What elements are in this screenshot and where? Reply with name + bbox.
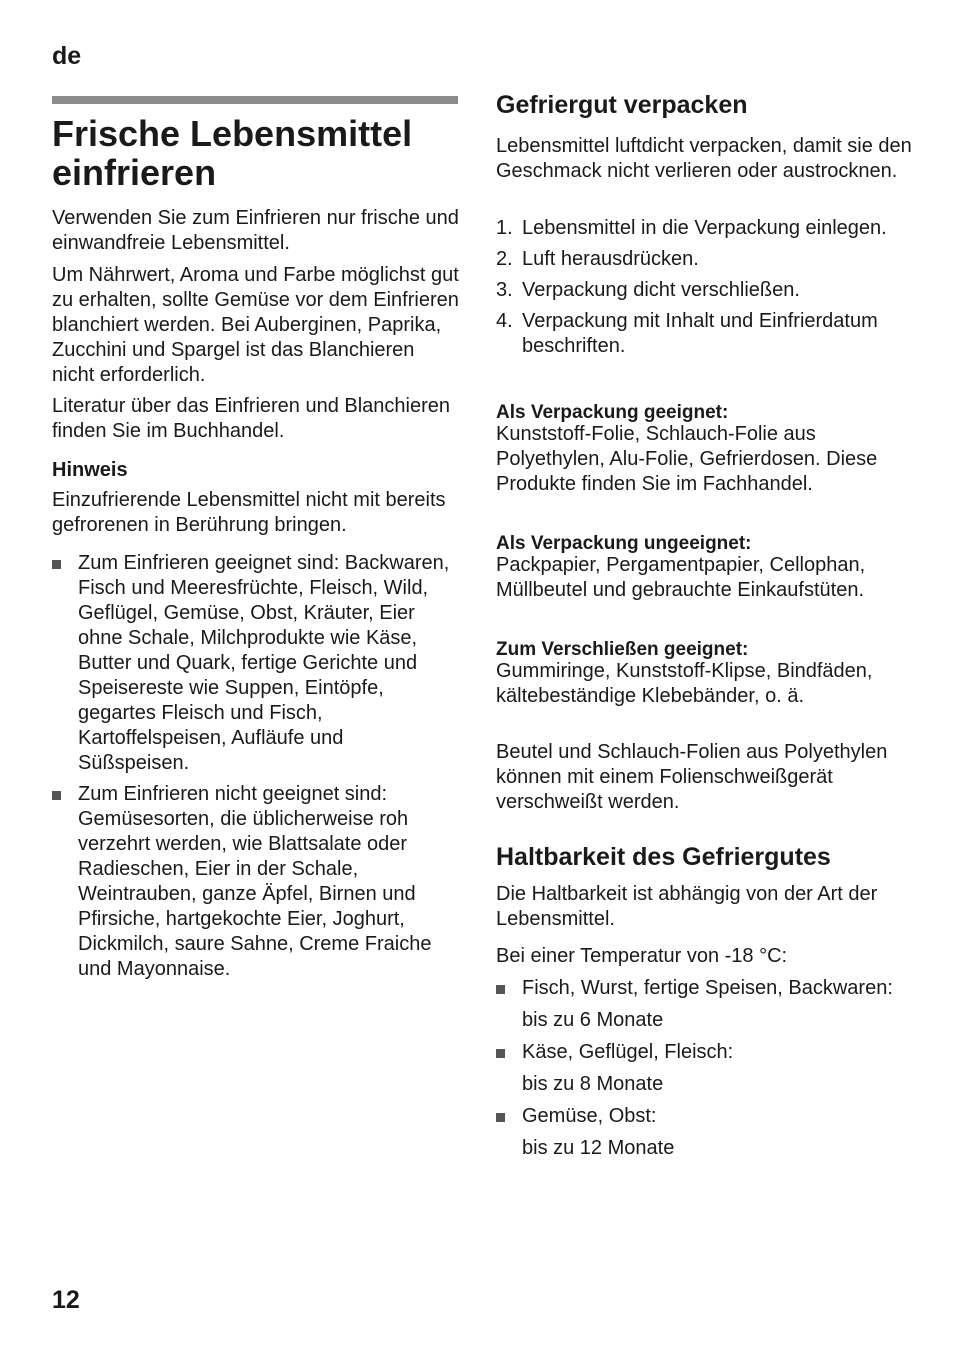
- blanch-paragraph: Um Nährwert, Aroma und Farbe möglichst gut zu erhalten, sollte Gemüse vor dem Einfrieren blanchiert werden. Bei Auberginen, Paprika, Zucchini und Spargel ist das Blanchieren nicht erforderlich.: [52, 264, 459, 386]
- suitable-packaging: [496, 403, 916, 497]
- note-heading: Hinweis: [52, 459, 128, 481]
- step-number: 4.: [496, 310, 513, 332]
- duration-row: [496, 1136, 916, 1161]
- food-category: Gemüse, Obst:: [522, 1105, 657, 1127]
- unsuitable-text: Packpapier, Pergamentpapier, Cellophan, Müllbeutel und gebrauchte Einkaufstüten.: [496, 554, 866, 601]
- step-text: Lebensmittel in die Verpackung einlegen.: [522, 217, 887, 239]
- step-text: Verpackung mit Inhalt und Einfrierdatum beschriften.: [522, 310, 878, 357]
- list-item: [496, 1040, 916, 1065]
- duration-text: bis zu 8 Monate: [522, 1073, 664, 1095]
- page-title: Frische Lebensmittel einfrieren: [52, 113, 413, 193]
- freezing-list: [52, 551, 460, 982]
- closing-label: Zum Verschließen geeignet:: [496, 639, 749, 660]
- list-item-text: Zum Einfrieren nicht geeignet sind: Gemüsesorten, die üblicherweise roh verzehrt werden, wie Blattsalate oder Radieschen, Eier in der Schale, Weintrauben, ganze Äpfel, Birnen und Pfirsiche, hartgekochte Eier, Joghurt, Dickmilch, saure Sahne, Creme Fraiche und Mayonnaise.: [78, 783, 432, 980]
- duration-text: bis zu 12 Monate: [522, 1137, 675, 1159]
- list-item: [496, 1104, 916, 1129]
- section-heading-packaging: Gefriergut verpacken: [496, 91, 748, 119]
- list-item: [52, 551, 460, 776]
- intro-paragraph: Verwenden Sie zum Einfrieren nur frische und einwandfreie Lebensmittel.: [52, 207, 459, 254]
- list-item: [52, 782, 460, 982]
- duration-row: [496, 1072, 916, 1097]
- step-number: 3.: [496, 279, 513, 301]
- food-category: Fisch, Wurst, fertige Speisen, Backwaren:: [522, 977, 893, 999]
- unsuitable-label: Als Verpackung ungeeignet:: [496, 533, 752, 554]
- food-category: Käse, Geflügel, Fleisch:: [522, 1041, 734, 1063]
- step-item: [496, 216, 916, 241]
- step-item: [496, 309, 916, 359]
- duration-text: bis zu 6 Monate: [522, 1009, 664, 1031]
- step-number: 1.: [496, 217, 513, 239]
- weld-paragraph: Beutel und Schlauch-Folien aus Polyethylen können mit einem Folienschweißgerät verschweißt werden.: [496, 741, 888, 813]
- shelf-life-intro: Die Haltbarkeit ist abhängig von der Art der Lebensmittel.: [496, 883, 878, 930]
- step-number: 2.: [496, 248, 513, 270]
- bullet-square-icon: [52, 560, 61, 569]
- title-rule: [52, 96, 458, 104]
- section-heading-shelf-life: Haltbarkeit des Gefriergutes: [496, 843, 831, 871]
- bullet-square-icon: [496, 1049, 505, 1058]
- suitable-text: Kunststoff-Folie, Schlauch-Folie aus Polyethylen, Alu-Folie, Gefrierdosen. Diese Produkte finden Sie im Fachhandel.: [496, 423, 878, 495]
- note-text: Einzufrierende Lebensmittel nicht mit bereits gefrorenen in Berührung bringen.: [52, 489, 446, 536]
- step-text: Verpackung dicht verschließen.: [522, 279, 800, 301]
- duration-row: [496, 1008, 916, 1033]
- bullet-square-icon: [496, 1113, 505, 1122]
- closing-material: [496, 640, 916, 709]
- suitable-label: Als Verpackung geeignet:: [496, 402, 729, 423]
- list-item-text: Zum Einfrieren geeignet sind: Backwaren, Fisch und Meeresfrüchte, Fleisch, Wild, Geflügel, Gemüse, Obst, Kräuter, Eier ohne Schale, Milchprodukte wie Käse, Butter und Quark, fertige Gerichte und Speisereste wie Suppen, Eintöpfe, gegartes Fleisch und Fisch, Kartoffelspeisen, Aufläufe und Süßspeisen.: [78, 552, 450, 774]
- step-item: [496, 247, 916, 272]
- language-code: de: [52, 42, 82, 70]
- page-number: 12: [52, 1286, 80, 1314]
- unsuitable-packaging: [496, 534, 916, 603]
- packaging-intro: Lebensmittel luftdicht verpacken, damit sie den Geschmack nicht verlieren oder austrocknen.: [496, 135, 912, 182]
- bullet-square-icon: [496, 985, 505, 994]
- closing-text: Gummiringe, Kunststoff-Klipse, Bindfäden, kältebeständige Klebebänder, o. ä.: [496, 660, 873, 707]
- packaging-steps: [496, 216, 916, 365]
- list-item: [496, 976, 916, 1001]
- step-item: [496, 278, 916, 303]
- shelf-life-list: [496, 976, 916, 1161]
- temperature-line: Bei einer Temperatur von -18 °C:: [496, 945, 788, 967]
- bullet-square-icon: [52, 791, 61, 800]
- step-text: Luft herausdrücken.: [522, 248, 699, 270]
- literature-paragraph: Literatur über das Einfrieren und Blanchieren finden Sie im Buchhandel.: [52, 395, 451, 442]
